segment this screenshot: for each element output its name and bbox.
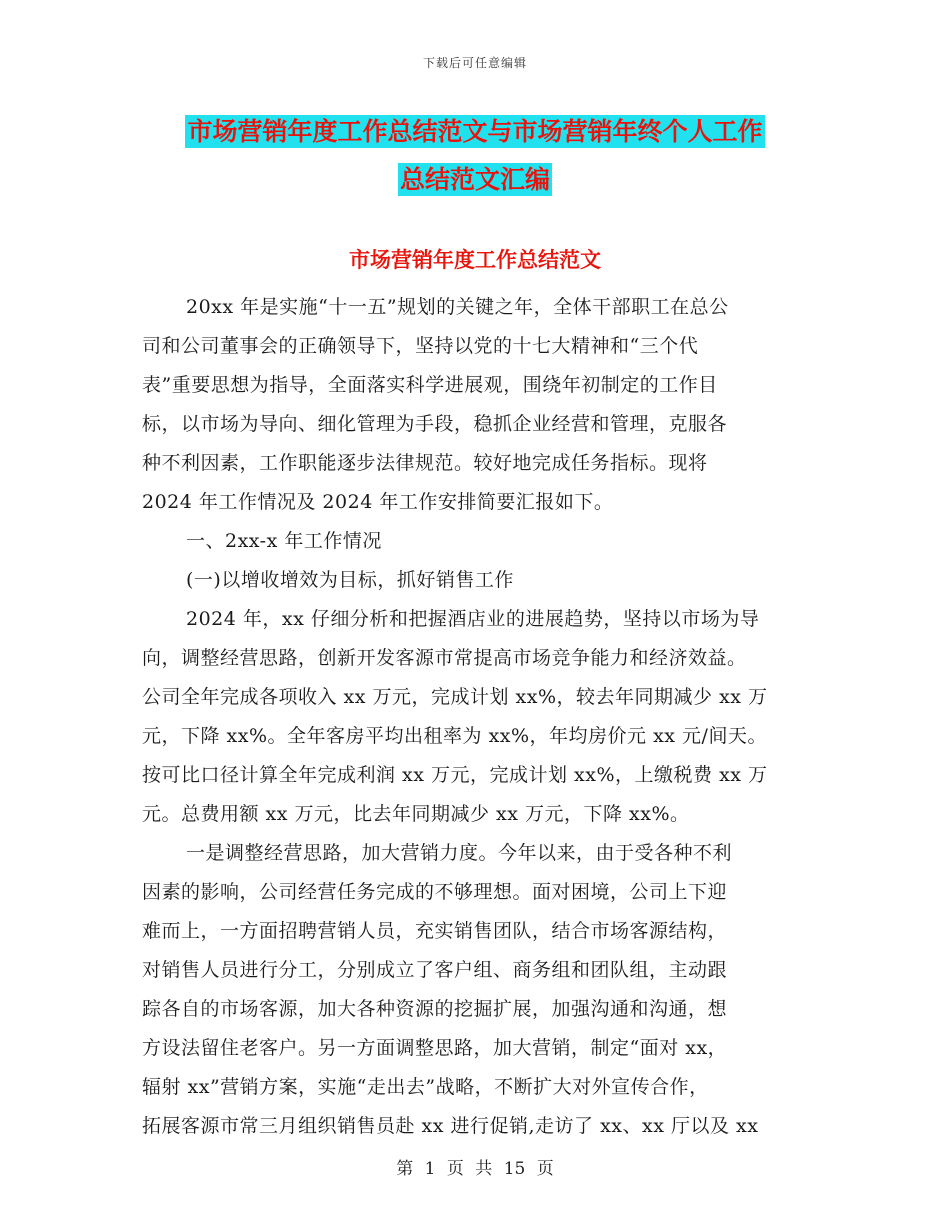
paragraph-line: 按可比口径计算全年完成利润 xx 万元，完成计划 xx%，上缴税费 xx 万 (142, 764, 768, 786)
paragraph-line: 拓展客源市常三月组织销售员赴 xx 进行促销,走访了 xx、xx 厅以及 xx (142, 1115, 759, 1137)
paragraph-line: 方设法留住老客户。另一方面调整思路，加大营销，制定“面对 xx， (142, 1037, 728, 1059)
paragraph-line: 2024 年工作情况及 2024 年工作安排简要汇报如下。 (142, 491, 614, 513)
document-title-line-2: 总结范文汇编 (399, 165, 550, 194)
paragraph-line: 向，调整经营思路，创新开发客源市常提高市场竞争能力和经济效益。 (142, 647, 747, 669)
paragraph-line: 种不利因素，工作职能逐步法律规范。较好地完成任务指标。现将 (142, 452, 708, 474)
section-title: 市场营销年度工作总结范文 (349, 248, 601, 272)
paragraph-line: 20xx 年是实施“十一五”规划的关键之年，全体干部职工在总公 (186, 296, 729, 318)
paragraph-line: 因素的影响，公司经营任务完成的不够理想。面对困境，公司上下迎 (142, 881, 728, 903)
paragraph-line: 标，以市场为导向、细化管理为手段，稳抓企业经营和管理，克服各 (142, 413, 728, 435)
body-text (142, 288, 812, 1146)
page-header-note: 下载后可任意编辑 (422, 56, 527, 70)
paragraph-line: 2024 年，xx 仔细分析和把握酒店业的进展趋势，坚持以市场为导 (186, 608, 760, 630)
page-number-footer: 第 1 页 共 15 页 (396, 1159, 554, 1179)
document-title-line-1: 市场营销年度工作总结范文与市场营销年终个人工作 (187, 117, 763, 146)
paragraph-line: 表”重要思想为指导，全面落实科学进展观，围绕年初制定的工作目 (142, 374, 718, 396)
paragraph-line: 一是调整经营思路，加大营销力度。今年以来，由于受各种不利 (186, 842, 733, 864)
document-title (0, 108, 950, 204)
subsection-heading-line: (一)以增收增效为目标，抓好销售工作 (186, 569, 514, 591)
paragraph-line: 辐射 xx”营销方案，实施“走出去”战略，不断扩大对外宣传合作， (142, 1076, 709, 1098)
paragraph-line: 踪各自的市场客源，加大各种资源的挖掘扩展，加强沟通和沟通，想 (142, 998, 728, 1020)
paragraph-line: 元。总费用额 xx 万元，比去年同期减少 xx 万元，下降 xx%。 (142, 803, 690, 825)
paragraph-line: 对销售人员进行分工，分别成立了客户组、商务组和团队组，主动跟 (142, 959, 728, 981)
paragraph-line: 公司全年完成各项收入 xx 万元，完成计划 xx%，较去年同期减少 xx 万 (142, 686, 768, 708)
paragraph-line: 元，下降 xx%。全年客房平均出租率为 xx%，年均房价元 xx 元/间天。 (142, 725, 767, 747)
section-heading-line: 一、2xx-x 年工作情况 (186, 530, 382, 552)
paragraph-line: 司和公司董事会的正确领导下，坚持以党的十七大精神和“三个代 (142, 335, 699, 357)
paragraph-line: 难而上，一方面招聘营销人员，充实销售团队，结合市场客源结构， (142, 920, 728, 942)
